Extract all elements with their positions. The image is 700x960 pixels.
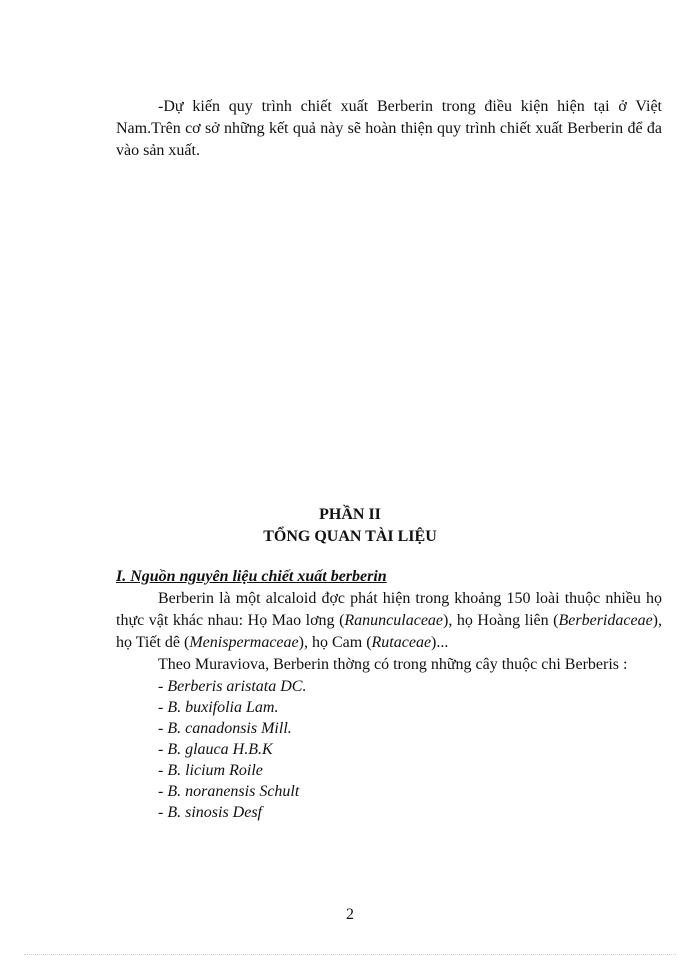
species-list xyxy=(116,676,662,823)
muraviova-paragraph: Theo Muraviova, Berberin thờng có trong những cây thuộc chi Berberis : xyxy=(158,656,628,673)
berberin-sources-paragraph xyxy=(116,588,662,654)
species-item: - B. noranensis Schult xyxy=(158,783,300,800)
paragraph-text: ), họ Tiết dê ( xyxy=(116,612,662,651)
page-number: 2 xyxy=(346,906,354,923)
species-item: - B. glauca H.B.K xyxy=(158,741,273,758)
species-item: - B. sinosis Desf xyxy=(158,804,262,821)
species-item: - B. licium Roile xyxy=(158,762,263,779)
species-item: - Berberis aristata DC. xyxy=(158,678,307,695)
species-item: - B. canadonsis Mill. xyxy=(158,720,292,737)
part-heading: PHẦN II xyxy=(319,506,381,523)
paragraph-text: ), họ Cam ( xyxy=(298,634,372,651)
part-title: TỔNG QUAN TÀI LIỆU xyxy=(263,528,437,545)
latin-family-name: Ranunculaceae xyxy=(344,612,444,629)
latin-family-name: Rutaceae xyxy=(371,634,432,651)
paragraph-text: )... xyxy=(431,634,449,651)
paragraph-text: Berberin là một alcaloid đợc phát hiện trong khoảng 150 loài thuộc nhiều họ thực vật khác nhau: Họ Mao lơng ( xyxy=(116,590,662,629)
section-heading: I. Nguồn nguyên liệu chiết xuất berberin xyxy=(116,568,387,585)
footer-divider xyxy=(24,954,676,955)
paragraph-text: ), họ Hoàng liên ( xyxy=(443,612,559,629)
intro-paragraph: -Dự kiến quy trình chiết xuất Berberin trong điều kiện hiện tại ở Việt Nam.Trên cơ sở những kết quả này sẽ hoàn thiện quy trình chiết xuất Berberin để đa vào sản xuất. xyxy=(116,98,662,159)
latin-family-name: Berberidaceae xyxy=(558,612,653,629)
section-body xyxy=(116,588,662,823)
species-item: - B. buxifolia Lam. xyxy=(158,699,279,716)
latin-family-name: Menispermaceae xyxy=(189,634,299,651)
